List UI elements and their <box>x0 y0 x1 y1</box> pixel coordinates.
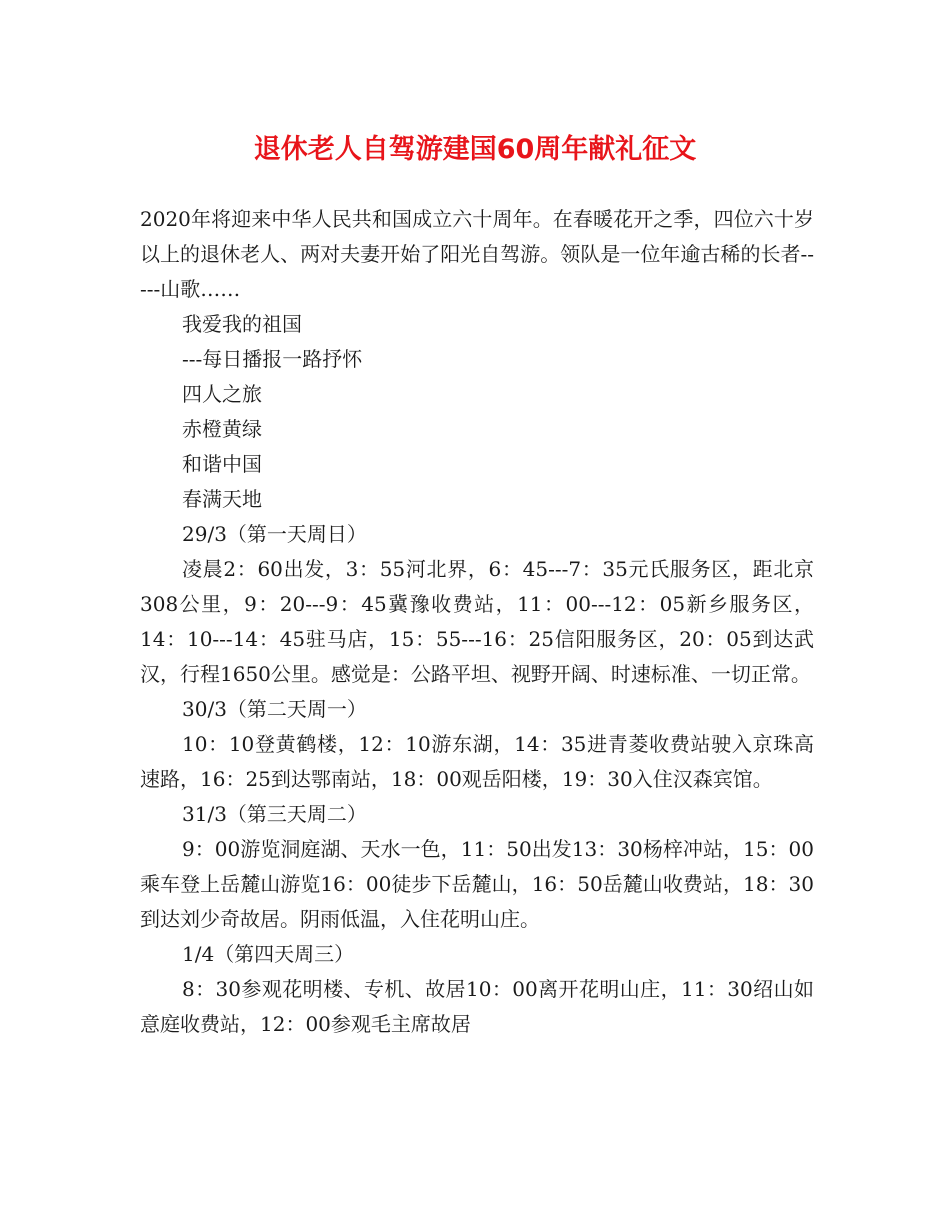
paragraph: 29/3（第一天周日） <box>182 522 367 546</box>
paragraph: 31/3（第三天周二） <box>182 802 367 826</box>
paragraph: 四人之旅 <box>182 382 262 406</box>
paragraph: 春满天地 <box>182 487 262 511</box>
paragraph: 和谐中国 <box>182 452 262 476</box>
paragraph: 10：10登黄鹤楼，12：10游东湖，14：35进青菱收费站驶入京珠高速路，16：25到达鄂南站，18：00观岳阳楼，19：30入住汉森宾馆。 <box>140 732 814 791</box>
paragraph: 2020年将迎来中华人民共和国成立六十周年。在春暖花开之季，四位六十岁以上的退休老人、两对夫妻开始了阳光自驾游。领队是一位年逾古稀的长者-----山歌…… <box>140 207 814 301</box>
paragraph: 凌晨2：60出发，3：55河北界，6：45---7：35元氏服务区，距北京308公里，9：20---9：45冀豫收费站，11：00---12：05新乡服务区，14：10---14：45驻马店，15：55---16：25信阳服务区，20：05到达武汉，行程1650公里。感觉是：公路平坦、视野开阔、时速标准、一切正常。 <box>140 557 814 686</box>
paragraph: 30/3（第二天周一） <box>182 697 367 721</box>
paragraph: ---每日播报一路抒怀 <box>182 347 363 371</box>
paragraph: 9：00游览洞庭湖、天水一色，11：50出发13：30杨梓冲站，15：00乘车登上岳麓山游览16：00徒步下岳麓山，16：50岳麓山收费站，18：30到达刘少奇故居。阴雨低温，入住花明山庄。 <box>140 837 814 931</box>
document-title: 退休老人自驾游建国60周年献礼征文 <box>253 134 697 165</box>
paragraph: 赤橙黄绿 <box>182 417 262 441</box>
paragraph: 1/4（第四天周三） <box>182 942 355 966</box>
paragraph: 我爱我的祖国 <box>182 312 302 336</box>
document-body <box>140 202 814 1042</box>
paragraph: 8：30参观花明楼、专机、故居10：00离开花明山庄，11：30绍山如意庭收费站，12：00参观毛主席故居 <box>140 977 814 1036</box>
